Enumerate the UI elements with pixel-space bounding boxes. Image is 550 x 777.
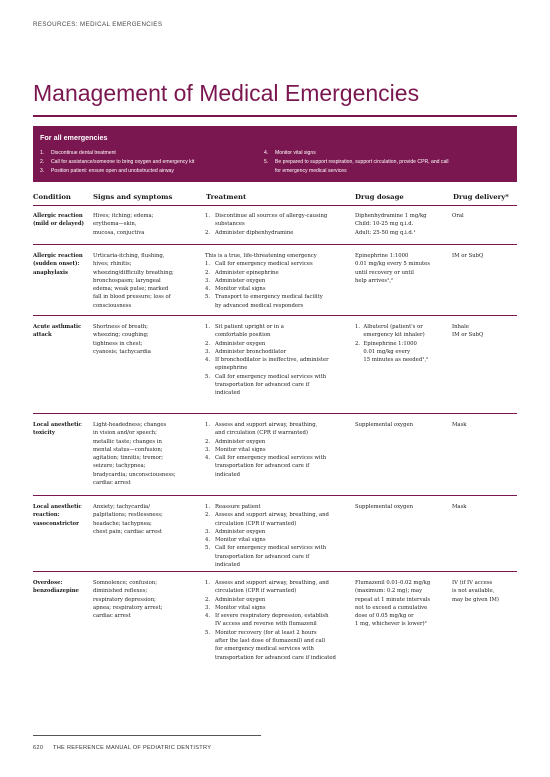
- column-header-treatment: Treatment: [206, 193, 247, 201]
- treatment-step: [205, 536, 329, 544]
- treatment-step: [205, 277, 323, 285]
- column-header-condition: Condition: [33, 193, 71, 201]
- signs-line: in vision and/or speech;: [93, 430, 157, 437]
- box-item: 4. Monitor vital signs: [264, 150, 316, 156]
- dosage-line: 1 mg, whichever is lower)²: [355, 621, 427, 628]
- treatment-step: [205, 520, 329, 528]
- dosage-line: 0.01 mg/kg every: [355, 348, 411, 355]
- step-text: Administer bronchodilator: [215, 348, 287, 355]
- treatment-step: [205, 596, 336, 604]
- box-title: For all emergencies: [40, 133, 108, 142]
- signs-line: chest pain; cardiac arrest: [93, 528, 162, 535]
- signs-line: Shortness of breath;: [93, 324, 148, 330]
- condition-line: Local anesthetic: [33, 504, 82, 510]
- step-text: Administer oxygen: [215, 596, 266, 603]
- treatment-step: [205, 503, 329, 511]
- box-item: 5. Be prepared to support respiration, support circulation, provide CPR, and call: [264, 159, 449, 165]
- dosage-line: dose of 0.05 mg/kg or: [355, 613, 414, 620]
- condition-line: benzodiazepine: [33, 588, 79, 595]
- cell-signs: [93, 579, 162, 620]
- treatment-step: [205, 331, 329, 339]
- cell-condition: [33, 579, 79, 596]
- treatment-step: [205, 373, 329, 381]
- step-text: Discontinue all sources of allergy-causing: [215, 213, 328, 219]
- step-text: Administer diphenhydramine: [215, 229, 294, 236]
- signs-line: wheezing; coughing;: [93, 332, 149, 339]
- dosage-line: (maximum: 0.2 mg); may: [355, 588, 423, 595]
- signs-line: metallic taste; changes in: [93, 438, 162, 445]
- dosage-line: Adult: 25-50 mg q.i.d.¹: [355, 229, 416, 236]
- condition-line: reaction:: [33, 512, 60, 519]
- dosage-line: 2. Epinephrine 1:1000: [355, 340, 417, 347]
- step-text: Administer oxygen: [215, 438, 266, 445]
- step-text: Monitor vital signs: [215, 446, 266, 453]
- dosage-line: repeat at 1 minute intervals: [355, 596, 431, 603]
- condition-line: vasoconstrictor: [33, 520, 79, 527]
- step-text: If bronchodilator is ineffective, administer: [215, 357, 329, 364]
- step-text: indicated: [215, 471, 240, 478]
- step-text: Transport to emergency medical facility: [215, 294, 323, 301]
- step-text: Assess and support airway, breathing,: [215, 422, 318, 428]
- signs-line: fall in blood pressure; loss of: [93, 294, 171, 301]
- step-number: 1.: [205, 261, 211, 268]
- box-item: for emergency medical services: [275, 168, 347, 174]
- condition-line: (sudden onset):: [33, 261, 80, 268]
- condition-line: Allergic reaction: [33, 213, 83, 219]
- treatment-step: [205, 471, 326, 479]
- treatment-step: [205, 302, 323, 310]
- signs-line: headache; tachypnea;: [93, 520, 152, 527]
- treatment-step: [205, 364, 329, 372]
- delivery-line: may be given IM): [452, 596, 499, 603]
- signs-line: diminished reflexes;: [93, 588, 148, 595]
- cell-treatment: [205, 212, 327, 237]
- delivery-line: IV (if IV access: [452, 580, 493, 586]
- signs-line: Somnolence; confusion;: [93, 580, 157, 586]
- step-number: 2.: [205, 340, 211, 347]
- box-item: 3. Position patient: ensure open and unobstructed airway: [40, 168, 174, 174]
- signs-line: erythema—skin,: [93, 221, 137, 228]
- step-number: 3.: [205, 348, 211, 355]
- step-text: Administer oxygen: [215, 528, 266, 535]
- step-text: Administer epinephrine: [215, 269, 279, 276]
- row-divider: [33, 495, 517, 496]
- cell-delivery: [452, 252, 483, 260]
- cell-signs: [93, 323, 151, 356]
- step-text: Assess and support airway, breathing, and: [215, 580, 329, 586]
- cell-treatment: [205, 252, 323, 310]
- treatment-step: [205, 620, 336, 628]
- cell-condition: [33, 503, 82, 528]
- signs-line: cardiac arrest: [93, 613, 131, 620]
- delivery-line: is not available,: [452, 588, 495, 595]
- cell-delivery: [452, 323, 483, 340]
- cell-dosage: [355, 323, 428, 364]
- treatment-step: [205, 637, 336, 645]
- treatment-step: [205, 446, 326, 454]
- row-divider: [33, 315, 517, 316]
- treatment-step: [205, 429, 326, 437]
- treatment-step: [205, 511, 329, 519]
- treatment-step: [205, 356, 329, 364]
- step-text: after the last dose of flumazenil) and call: [215, 638, 326, 645]
- step-number: 4.: [205, 286, 211, 293]
- step-number: 3.: [205, 528, 211, 535]
- treatment-step: [205, 645, 336, 653]
- cell-dosage: [355, 212, 427, 237]
- signs-line: Anxiety; tachycardia/: [93, 504, 150, 510]
- footer-divider: [33, 735, 261, 736]
- step-text: transportation for advanced care if: [215, 463, 310, 470]
- step-number: 1.: [205, 504, 211, 510]
- cell-delivery: [452, 503, 467, 511]
- treatment-step: [205, 348, 329, 356]
- dosage-line: emergency kit inhaler): [355, 332, 425, 339]
- dosage-line: Supplemental oxygen: [355, 504, 413, 510]
- step-number: 3.: [205, 446, 211, 453]
- dosage-line: Supplemental oxygen: [355, 422, 413, 428]
- cell-dosage: [355, 579, 430, 629]
- step-text: circulation (CPR if warranted): [215, 588, 297, 595]
- delivery-line: Oral: [452, 213, 464, 219]
- signs-line: consciousness: [93, 302, 132, 309]
- step-number: 2.: [205, 512, 211, 519]
- signs-line: mucosa, conjuctiva: [93, 229, 145, 236]
- header-divider: [33, 205, 517, 206]
- step-number: 4.: [205, 613, 211, 620]
- signs-line: respiratory depression;: [93, 596, 156, 603]
- treatment-step: [205, 421, 326, 429]
- condition-line: Acute asthmatic: [33, 324, 82, 330]
- cell-dosage: [355, 503, 413, 511]
- treatment-step: [205, 438, 326, 446]
- step-text: Monitor vital signs: [215, 604, 266, 611]
- condition-line: (mild or delayed): [33, 221, 85, 228]
- row-divider: [33, 571, 517, 572]
- box-item: 1. Discontinue dental treatment: [40, 150, 116, 156]
- signs-line: Light-headedness; changes: [93, 422, 167, 428]
- condition-line: anaphylaxis: [33, 269, 68, 276]
- treatment-step: [205, 323, 329, 331]
- step-number: 1.: [205, 422, 211, 428]
- dosage-line: Flumazenil 0.01-0.02 mg/kg: [355, 580, 431, 586]
- step-text: Call for emergency medical services with: [215, 373, 327, 380]
- dosage-line: help arrives¹,²: [355, 277, 394, 284]
- treatment-step: [205, 629, 336, 637]
- signs-line: wheezing/difficulty breathing;: [93, 269, 174, 276]
- treatment-step: [205, 212, 327, 220]
- dosage-line: 15 minutes as needed¹,²: [355, 357, 429, 364]
- cell-signs: [93, 421, 176, 487]
- delivery-line: IM or SubQ: [452, 332, 484, 339]
- cell-delivery: [452, 421, 467, 429]
- cell-treatment: [205, 579, 336, 662]
- box-item: 2. Call for assistance/someone to bring oxygen and emergency kit: [40, 159, 195, 165]
- step-text: indicated: [215, 390, 240, 397]
- treatment-step: [205, 220, 327, 228]
- cell-signs: [93, 252, 174, 310]
- step-text: transportation for advanced care if indicated: [215, 654, 336, 661]
- page-number: 620: [33, 745, 44, 751]
- step-text: Call for emergency medical services with: [215, 455, 327, 462]
- treatment-step: [205, 389, 329, 397]
- cell-dosage: [355, 421, 413, 429]
- cell-delivery: [452, 212, 464, 220]
- dosage-line: until recovery or until: [355, 269, 414, 276]
- delivery-line: IM or SubQ: [452, 253, 484, 259]
- cell-dosage: [355, 252, 430, 285]
- cell-treatment: [205, 421, 326, 479]
- cell-signs: [93, 212, 153, 237]
- step-number: 4.: [205, 455, 211, 462]
- step-number: 5.: [205, 545, 211, 552]
- step-number: 2.: [205, 269, 211, 276]
- step-number: 1.: [205, 213, 211, 219]
- column-header-delivery: Drug delivery*: [453, 193, 509, 201]
- treatment-step: [205, 252, 323, 260]
- signs-line: tightness in chest;: [93, 340, 143, 347]
- condition-line: attack: [33, 332, 52, 339]
- step-number: 2.: [205, 438, 211, 445]
- step-number: 4.: [205, 357, 211, 364]
- cell-condition: [33, 323, 81, 340]
- step-text: IV access and reverse with flumazenil: [215, 621, 317, 628]
- treatment-step: [205, 654, 336, 662]
- treatment-step: [205, 269, 323, 277]
- signs-line: mental status—confusion;: [93, 446, 163, 453]
- treatment-step: [205, 260, 323, 268]
- step-text: This is a true, life-threatening emergency: [205, 253, 317, 259]
- step-number: 5.: [205, 294, 211, 301]
- dosage-line: 0.01 mg/kg every 5 minutes: [355, 261, 431, 268]
- step-text: Call for emergency medical services with: [215, 545, 327, 552]
- step-text: Monitor vital signs: [215, 537, 266, 544]
- signs-line: cardiac arrest: [93, 480, 131, 487]
- treatment-step: [205, 561, 329, 569]
- cell-treatment: [205, 323, 329, 398]
- treatment-step: [205, 381, 329, 389]
- cell-treatment: [205, 503, 329, 569]
- column-header-signs: Signs and symptoms: [93, 193, 173, 201]
- step-number: 4.: [205, 537, 211, 544]
- step-number: 2.: [205, 596, 211, 603]
- step-text: substances: [215, 221, 245, 228]
- step-text: Sit patient upright or in a: [215, 324, 284, 330]
- step-text: indicated: [215, 562, 240, 569]
- treatment-step: [205, 604, 336, 612]
- delivery-line: Mask: [452, 422, 467, 428]
- treatment-step: [205, 340, 329, 348]
- step-number: 2.: [205, 229, 211, 236]
- step-text: and circulation (CPR if warranted): [215, 430, 308, 437]
- treatment-step: [205, 528, 329, 536]
- page-footer: [33, 745, 219, 751]
- signs-line: bradycardia; unconsciousness;: [93, 471, 176, 478]
- dosage-line: 1. Albuterol (patient's or: [355, 324, 423, 330]
- step-text: epinephrine: [215, 365, 248, 372]
- step-number: 1.: [205, 580, 211, 586]
- step-text: Monitor recovery (for at least 2 hours: [215, 629, 317, 636]
- dosage-line: Diphenhydramine 1 mg/kg: [355, 213, 427, 219]
- step-text: Monitor vital signs: [215, 286, 266, 293]
- treatment-step: [205, 587, 336, 595]
- treatment-step: [205, 293, 323, 301]
- signs-line: bronchospasm; laryngeal: [93, 277, 161, 284]
- column-header-dosage: Drug dosage: [355, 193, 404, 201]
- step-number: 3.: [205, 604, 211, 611]
- cell-condition: [33, 252, 83, 277]
- signs-line: palpitations; restlessness;: [93, 512, 163, 519]
- condition-line: Local anesthetic: [33, 422, 82, 428]
- condition-line: Overdose:: [33, 580, 63, 586]
- step-text: Assess and support airway, breathing, and: [215, 512, 329, 519]
- step-number: 1.: [205, 324, 211, 330]
- dosage-line: Epinephrine 1:1000: [355, 253, 409, 259]
- delivery-line: Inhale: [452, 324, 469, 330]
- section-header: RESOURCES: MEDICAL EMERGENCIES: [33, 21, 163, 28]
- step-text: Reassure patient: [215, 504, 261, 510]
- delivery-line: Mask: [452, 504, 467, 510]
- step-text: transportation for advanced care if: [215, 382, 310, 389]
- cell-condition: [33, 421, 82, 438]
- step-text: comfortable position: [215, 332, 271, 339]
- step-text: If severe respiratory depression, establish: [215, 613, 329, 620]
- signs-line: apnea; respiratory arrest;: [93, 604, 163, 611]
- treatment-step: [205, 612, 336, 620]
- treatment-step: [205, 454, 326, 462]
- signs-line: Urticaria-itching, flushing,: [93, 253, 165, 259]
- treatment-step: [205, 462, 326, 470]
- cell-signs: [93, 503, 163, 536]
- step-text: circulation (CPR if warranted): [215, 520, 297, 527]
- treatment-step: [205, 553, 329, 561]
- row-divider: [33, 244, 517, 245]
- page-title: Management of Medical Emergencies: [33, 80, 420, 106]
- signs-line: cyanosis; tachycardia: [93, 348, 151, 355]
- cell-delivery: [452, 579, 499, 604]
- title-divider: [33, 115, 517, 117]
- step-text: Administer oxygen: [215, 340, 266, 347]
- condition-line: Allergic reaction: [33, 253, 83, 259]
- step-number: 5.: [205, 629, 211, 636]
- all-emergencies-box: [33, 126, 517, 182]
- step-text: Administer oxygen: [215, 277, 266, 284]
- step-text: Call for emergency medical services: [215, 261, 313, 268]
- signs-line: edema; weak pulse; marked: [93, 286, 169, 293]
- step-number: 3.: [205, 277, 211, 284]
- signs-line: agitation; tinnitis; tremor;: [93, 455, 164, 462]
- publication-title: THE REFERENCE MANUAL OF PEDIATRIC DENTISTRY: [53, 745, 212, 751]
- step-text: by advanced medical responders: [215, 302, 304, 309]
- signs-line: seizure; tachypnea;: [93, 463, 146, 470]
- dosage-line: not to exceed a cumulative: [355, 604, 428, 611]
- row-divider: [33, 413, 517, 414]
- treatment-step: [205, 229, 327, 237]
- step-number: 5.: [205, 373, 211, 380]
- treatment-step: [205, 285, 323, 293]
- dosage-line: Child: 10-25 mg q.i.d.: [355, 221, 414, 228]
- signs-line: hives; rhinitis;: [93, 261, 132, 268]
- signs-line: Hives; itching; edema;: [93, 213, 154, 219]
- treatment-step: [205, 544, 329, 552]
- step-text: for emergency medical services with: [215, 646, 314, 653]
- cell-condition: [33, 212, 84, 229]
- step-text: transportation for advanced care if: [215, 553, 310, 560]
- condition-line: toxicity: [33, 430, 55, 437]
- treatment-step: [205, 579, 336, 587]
